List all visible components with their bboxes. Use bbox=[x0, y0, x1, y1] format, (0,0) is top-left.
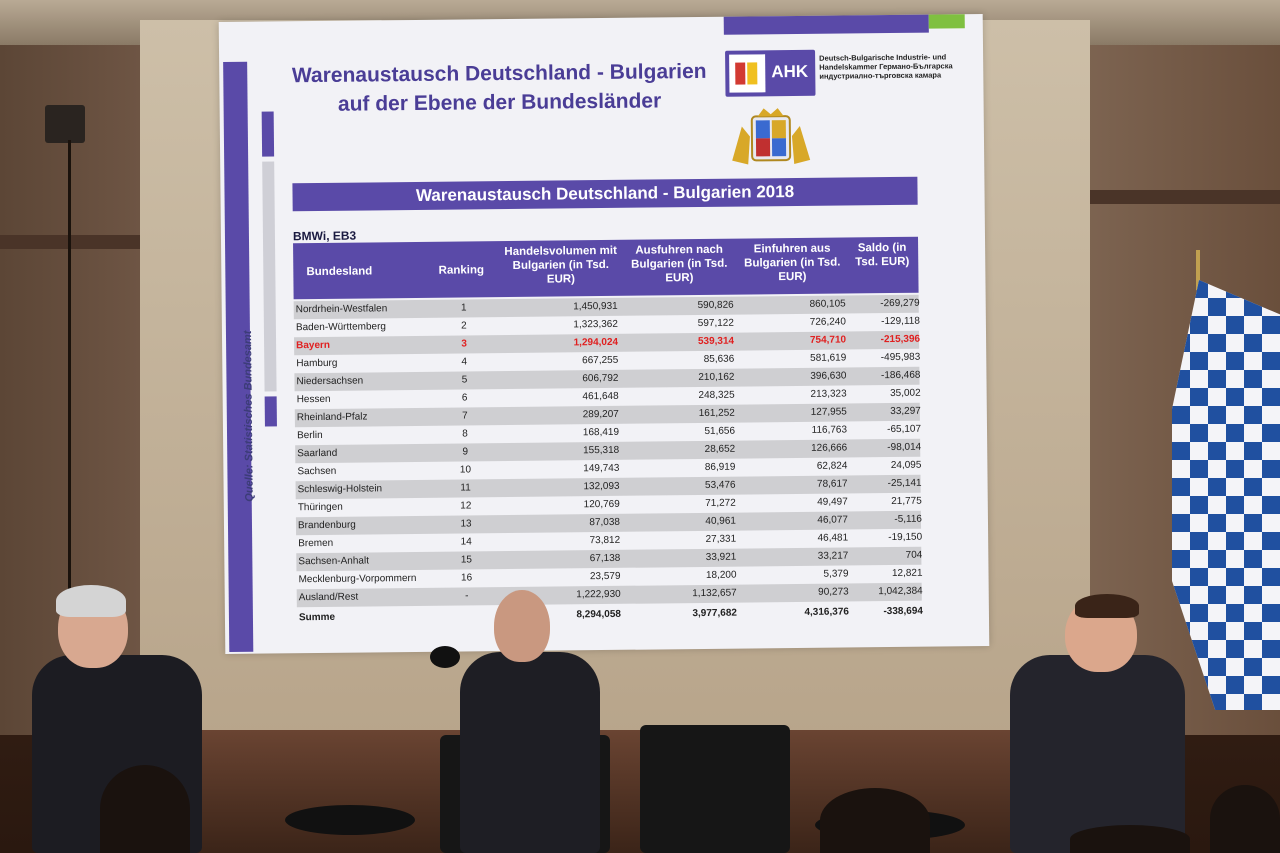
table-cell: 704 bbox=[905, 549, 923, 561]
table-cell: 667,255 bbox=[582, 354, 619, 367]
audience-head bbox=[1210, 785, 1280, 853]
table-cell: -65,107 bbox=[887, 423, 922, 436]
table-cell: 1,222,930 bbox=[576, 588, 621, 601]
table-cell: -338,694 bbox=[883, 605, 923, 618]
table-cell: -5,116 bbox=[894, 513, 923, 525]
table-cell: 461,648 bbox=[582, 390, 619, 403]
projected-slide bbox=[219, 14, 990, 654]
table-cell: Sachsen bbox=[297, 465, 337, 478]
table-cell: 21,775 bbox=[891, 495, 922, 508]
table-cell: 16 bbox=[460, 572, 473, 584]
table-cell: 11 bbox=[460, 482, 471, 494]
audience-head bbox=[100, 765, 190, 853]
table-cell: 590,826 bbox=[697, 299, 734, 312]
table-cell: 14 bbox=[460, 536, 472, 548]
table-cell: Nordrhein-Westfalen bbox=[295, 303, 388, 316]
table-cell: 33,217 bbox=[817, 550, 849, 562]
wall-band bbox=[1085, 190, 1280, 204]
table-cell: 73,812 bbox=[589, 534, 621, 547]
table-cell: 62,824 bbox=[816, 460, 848, 472]
table-cell: 5 bbox=[461, 374, 468, 386]
table-cell: 213,323 bbox=[810, 388, 847, 400]
table-cell: 597,122 bbox=[697, 317, 734, 330]
table-cell: 40,961 bbox=[705, 515, 737, 527]
header-ausfuhren: Ausfuhren nach Bulgarien (in Tsd. EUR) bbox=[631, 243, 728, 285]
table-cell: 35,002 bbox=[889, 387, 921, 400]
table-cell: 120,769 bbox=[583, 498, 620, 511]
table-cell: 606,792 bbox=[582, 372, 619, 385]
table-cell: 4 bbox=[461, 356, 468, 368]
table-cell: Mecklenburg-Vorpommern bbox=[298, 572, 417, 586]
table-row bbox=[297, 603, 922, 628]
table-cell: 1,042,384 bbox=[878, 585, 923, 598]
table-cell: 1,323,362 bbox=[573, 318, 618, 331]
table-cell: 248,325 bbox=[698, 389, 735, 402]
table-cell: 7 bbox=[462, 410, 468, 422]
table-cell: 726,240 bbox=[809, 316, 846, 328]
slide-vbar bbox=[265, 396, 277, 426]
header-handelsvolumen: Handelsvolumen mit Bulgarien (in Tsd. EUR) bbox=[504, 244, 617, 286]
table-cell: 6 bbox=[461, 392, 468, 404]
table-cell: Ausland/Rest bbox=[298, 591, 359, 604]
header-ranking: Ranking bbox=[438, 264, 485, 277]
table-cell: 2 bbox=[461, 320, 467, 332]
header-saldo: Saldo (in Tsd. EUR) bbox=[855, 241, 910, 269]
empty-chair bbox=[640, 725, 790, 853]
table-cell: 168,419 bbox=[582, 426, 620, 439]
table-cell: 289,207 bbox=[582, 408, 619, 421]
table-cell: 149,743 bbox=[583, 462, 620, 475]
header-bundesland: Bundesland bbox=[306, 265, 373, 279]
table-cell: 67,138 bbox=[589, 552, 621, 565]
table-cell: 27,331 bbox=[705, 533, 737, 545]
table-title: Warenaustausch Deutschland - Bulgarien 2018 bbox=[292, 177, 917, 212]
table-cell: 860,105 bbox=[809, 298, 846, 310]
table-cell: 12,821 bbox=[891, 567, 923, 579]
table-cell: 33,921 bbox=[705, 551, 737, 563]
table-cell: 3 bbox=[461, 338, 467, 350]
table-cell: 15 bbox=[460, 554, 472, 566]
table-cell: 581,619 bbox=[810, 352, 847, 364]
table-cell: 86,919 bbox=[704, 461, 736, 473]
table-cell: 46,481 bbox=[817, 532, 849, 544]
table-cell: 126,666 bbox=[810, 442, 848, 454]
table-cell: 1,132,657 bbox=[692, 587, 737, 600]
audience-head bbox=[820, 788, 930, 853]
table-cell: 24,095 bbox=[890, 459, 922, 472]
table-cell: Berlin bbox=[296, 429, 323, 442]
table-cell: 1 bbox=[460, 302, 467, 314]
table-cell: Rheinland-Pfalz bbox=[296, 411, 368, 424]
table-cell: 90,273 bbox=[818, 586, 849, 598]
table-cell: -98,014 bbox=[887, 441, 922, 454]
table-cell: 1,450,931 bbox=[573, 300, 618, 313]
table-cell: 132,093 bbox=[583, 480, 620, 493]
table-cell: -215,396 bbox=[880, 333, 921, 346]
table-cell: 10 bbox=[459, 464, 472, 476]
side-table bbox=[285, 805, 415, 835]
table-cell: -25,141 bbox=[887, 477, 922, 490]
table-cell: 78,617 bbox=[816, 478, 848, 490]
table-cell: -186,468 bbox=[880, 369, 921, 382]
table-cell: Saarland bbox=[297, 447, 338, 460]
table-cell: -19,150 bbox=[888, 531, 923, 544]
table-cell: 13 bbox=[460, 518, 472, 530]
table-cell: 51,656 bbox=[704, 425, 736, 437]
slide-vbar bbox=[262, 111, 274, 156]
cable bbox=[68, 140, 71, 595]
logo-caption: Deutsch-Bulgarische Industrie- und Handelskammer Германо-Българска индустриално-търговска камара bbox=[819, 52, 953, 81]
table-cell: Thüringen bbox=[297, 501, 343, 514]
table-cell: Schleswig-Holstein bbox=[297, 483, 383, 496]
table-cell: Bayern bbox=[296, 339, 331, 352]
table-cell: Hessen bbox=[296, 393, 331, 406]
table-cell: 28,652 bbox=[704, 443, 736, 455]
table-cell: Bremen bbox=[298, 537, 334, 550]
slide-vbar bbox=[262, 161, 276, 391]
table-cell: Baden-Württemberg bbox=[295, 321, 387, 334]
table-cell: 9 bbox=[462, 446, 469, 458]
table-cell: 4,316,376 bbox=[804, 606, 849, 618]
camera-icon bbox=[45, 105, 85, 143]
source-label: Quelle: Statistisches Bundesamt bbox=[241, 330, 256, 502]
table-cell: 754,710 bbox=[809, 334, 847, 346]
logo-mark-icon bbox=[729, 54, 765, 92]
table-cell: 53,476 bbox=[704, 479, 736, 491]
table-cell: 12 bbox=[460, 500, 472, 512]
microphone-icon bbox=[430, 646, 460, 668]
audience-head bbox=[1070, 825, 1190, 853]
table-cell: 46,077 bbox=[817, 514, 849, 526]
table-cell: 23,579 bbox=[589, 570, 621, 583]
table-cell: Sachsen-Anhalt bbox=[298, 555, 370, 568]
table-cell: 49,497 bbox=[817, 496, 848, 508]
logo-text: AHK bbox=[771, 61, 809, 82]
table-cell: 539,314 bbox=[697, 335, 735, 348]
table-cell: 1,294,024 bbox=[573, 336, 619, 349]
table-cell: 127,955 bbox=[810, 406, 847, 418]
table-body bbox=[294, 295, 922, 628]
slide-title: Warenaustausch Deutschland - Bulgarien auf der Ebene der Bundesländer bbox=[291, 59, 707, 116]
table-cell: -269,279 bbox=[880, 297, 920, 310]
table-cell: Hamburg bbox=[296, 357, 338, 370]
table-cell: Brandenburg bbox=[297, 519, 356, 532]
table-cell: - bbox=[465, 590, 469, 602]
slide-top-bar bbox=[724, 15, 929, 35]
table-cell: 18,200 bbox=[705, 569, 737, 581]
table-cell: 161,252 bbox=[698, 407, 735, 420]
table-cell: 396,630 bbox=[810, 370, 847, 382]
table-header bbox=[293, 237, 919, 300]
ahk-logo bbox=[725, 50, 815, 97]
table-cell: 33,297 bbox=[890, 405, 921, 418]
table-cell: Niedersachsen bbox=[296, 375, 364, 388]
coat-of-arms-icon bbox=[728, 106, 815, 169]
table-cell: 8 bbox=[462, 428, 468, 440]
slide-top-accent bbox=[929, 14, 965, 28]
table-cell: 155,318 bbox=[583, 444, 620, 457]
table-cell: Summe bbox=[298, 611, 336, 624]
table-cell: 8,294,058 bbox=[576, 608, 621, 621]
table-cell: 71,272 bbox=[705, 497, 736, 509]
table-cell: 116,763 bbox=[811, 424, 848, 436]
table-cell: 5,379 bbox=[823, 568, 849, 580]
table-cell: -495,983 bbox=[880, 351, 921, 364]
table-cell: -129,118 bbox=[881, 315, 920, 328]
table-cell: 85,636 bbox=[703, 353, 735, 365]
table-cell: 87,038 bbox=[589, 516, 621, 529]
header-einfuhren: Einfuhren aus Bulgarien (in Tsd. EUR) bbox=[744, 242, 841, 284]
table-cell: 3,977,682 bbox=[692, 607, 737, 620]
table-cell: 210,162 bbox=[698, 371, 735, 384]
table-subtitle: BMWi, EB3 bbox=[292, 228, 357, 244]
